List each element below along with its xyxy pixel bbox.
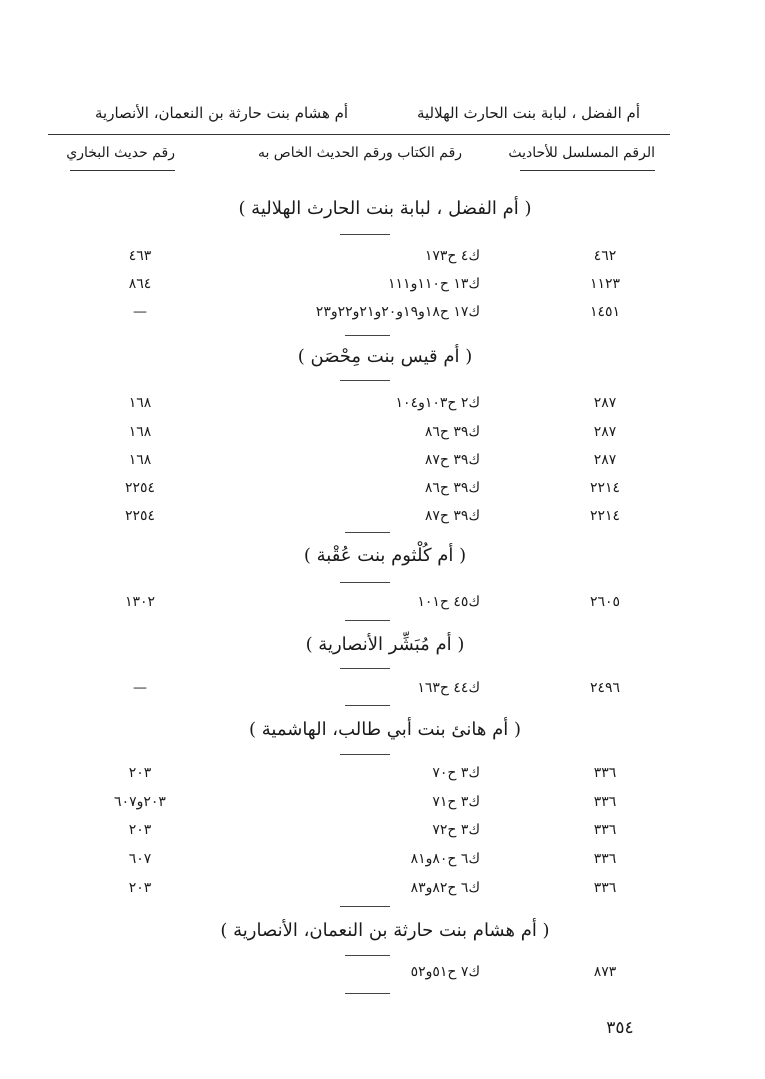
column-header-bukhari: رقم حديث البخاري: [66, 145, 175, 161]
table-row: [0, 395, 765, 417]
header-right-title: أم الفضل ، لبابة بنت الحارث الهلالية: [416, 104, 640, 122]
book-hadith-ref: ك٤٤ ح١٦٣: [417, 680, 480, 696]
book-hadith-ref: ك٣ ح٧٢: [432, 822, 480, 838]
table-row: [0, 822, 765, 844]
book-hadith-ref: ك٤ ح١٧٣: [424, 248, 480, 264]
book-hadith-ref: ك٦ ح٨٢و٨٣: [410, 880, 480, 896]
serial-number: ٣٣٦: [593, 765, 617, 781]
book-hadith-ref: ك٣٩ ح٨٧: [424, 508, 480, 524]
table-row: [0, 304, 765, 326]
section-separator: [340, 668, 390, 669]
section-separator: [345, 532, 390, 533]
bukhari-number: ٢٠٣: [128, 765, 152, 781]
section-separator: [340, 582, 390, 583]
bukhari-number: ٢٠٣: [128, 822, 152, 838]
bukhari-number: ٨٦٤: [128, 276, 152, 292]
bukhari-number: ١٦٨: [128, 424, 152, 440]
section-separator: [345, 620, 390, 621]
section-title: ( أم هشام بنت حارثة بن النعمان، الأنصارية ): [220, 920, 550, 941]
serial-number: ٢٢١٤: [589, 480, 621, 496]
table-row: [0, 794, 765, 816]
bukhari-number: ٢٢٥٤: [124, 480, 156, 496]
table-row: [0, 594, 765, 616]
book-hadith-ref: ك٣ ح٧١: [432, 794, 480, 810]
serial-number: ٣٣٦: [593, 851, 617, 867]
bukhari-number: ٤٦٣: [128, 248, 152, 264]
serial-number: ٢٦٠٥: [589, 594, 621, 610]
book-hadith-ref: ك٦ ح٨٠و٨١: [410, 851, 480, 867]
table-row: [0, 452, 765, 474]
book-hadith-ref: ك١٣ ح١١٠و١١١: [388, 276, 480, 292]
section-separator: [340, 234, 390, 235]
book-hadith-ref: ك٣٩ ح٨٦: [424, 480, 480, 496]
book-hadith-ref: ك٤٥ ح١٠١: [417, 594, 480, 610]
book-hadith-ref: ك٧ ح٥١و٥٢: [410, 964, 480, 980]
bukhari-number: ١٦٨: [128, 452, 152, 468]
section-separator: [340, 380, 390, 381]
bukhari-number: —: [133, 304, 147, 320]
serial-number: ٨٧٣: [593, 964, 617, 980]
table-row: [0, 964, 765, 986]
column-underline: [70, 170, 175, 171]
serial-number: ١١٢٣: [589, 276, 621, 292]
section-separator: [345, 705, 390, 706]
column-header-book: رقم الكتاب ورقم الحديث الخاص به: [257, 145, 463, 161]
serial-number: ٢٨٧: [593, 424, 617, 440]
serial-number: ٢٨٧: [593, 395, 617, 411]
section-title: ( أم الفضل ، لبابة بنت الحارث الهلالية ): [238, 198, 532, 219]
serial-number: ٣٣٦: [593, 822, 617, 838]
bukhari-number: ١٣٠٢: [124, 594, 156, 610]
table-row: [0, 276, 765, 298]
header-rule: [48, 134, 670, 135]
bukhari-number: ١٦٨: [128, 395, 152, 411]
section-title: ( أم هانئ بنت أبي طالب، الهاشمية ): [249, 719, 521, 740]
section-title: ( أم كُلْثوم بنت عُقْبة ): [303, 545, 467, 566]
section-separator: [345, 993, 390, 994]
bukhari-number: ٦٠٧: [128, 851, 152, 867]
serial-number: ٢٤٩٦: [589, 680, 621, 696]
table-row: [0, 880, 765, 902]
book-hadith-ref: ك٣٩ ح٨٦: [424, 424, 480, 440]
serial-number: ٣٣٦: [593, 880, 617, 896]
serial-number: ٢٢١٤: [589, 508, 621, 524]
serial-number: ١٤٥١: [589, 304, 621, 320]
serial-number: ٤٦٢: [593, 248, 617, 264]
section-separator: [340, 754, 390, 755]
section-separator: [345, 335, 390, 336]
running-header: [95, 104, 640, 128]
book-hadith-ref: ك١٧ ح١٨و١٩و٢٠و٢١و٢٢و٢٣: [315, 304, 480, 320]
book-hadith-ref: ك٣ ح٧٠: [432, 765, 480, 781]
bukhari-number: ٢٢٥٤: [124, 508, 156, 524]
section-separator: [345, 955, 390, 956]
bukhari-number: —: [133, 680, 147, 696]
table-row: [0, 248, 765, 270]
book-hadith-ref: ك٣٩ ح٨٧: [424, 452, 480, 468]
header-left-title: أم هشام بنت حارثة بن النعمان، الأنصارية: [95, 104, 349, 122]
section-separator: [340, 906, 390, 907]
serial-number: ٢٨٧: [593, 452, 617, 468]
serial-number: ٣٣٦: [593, 794, 617, 810]
table-row: [0, 424, 765, 446]
column-header-serial: الرقم المسلسل للأحاديث: [508, 145, 655, 161]
bukhari-number: ٢٠٣و٦٠٧: [114, 794, 166, 810]
table-row: [0, 508, 765, 530]
table-row: [0, 680, 765, 702]
section-title: ( أم مُبَشِّر الأنصارية ): [305, 634, 465, 655]
table-row: [0, 765, 765, 787]
page-number: ٣٥٤: [606, 1018, 634, 1038]
column-underline: [520, 170, 655, 171]
table-row: [0, 851, 765, 873]
book-hadith-ref: ك٢ ح١٠٣و١٠٤: [395, 395, 480, 411]
section-title: ( أم قيس بنت مِحْصَن ): [297, 346, 473, 367]
bukhari-number: ٢٠٣: [128, 880, 152, 896]
table-row: [0, 480, 765, 502]
